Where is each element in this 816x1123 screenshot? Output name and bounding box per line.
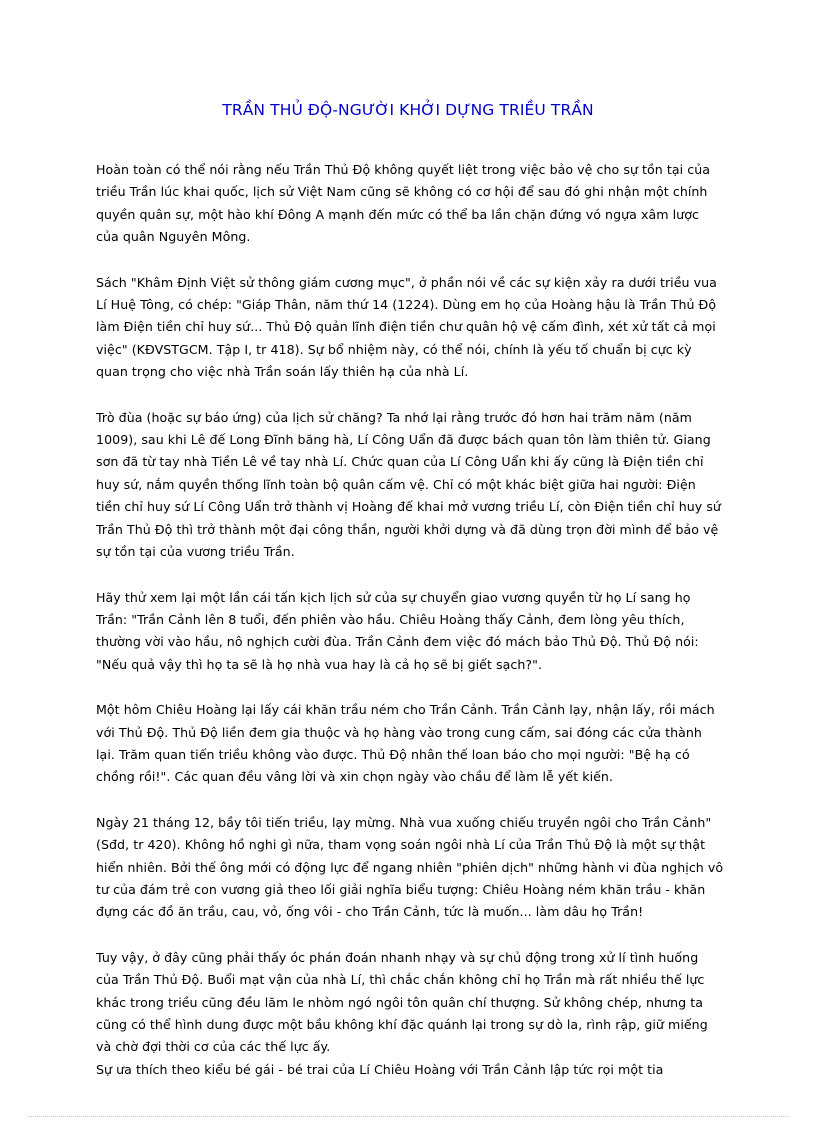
paragraph-1: Hoàn toàn có thể nói rằng nếu Trần Thủ Độ không quyết liệt trong việc bảo vệ cho sự tồn tại của triều Trần lúc khai quốc, lịch sử Việt Nam cũng sẽ không có cơ hội để sau đó ghi nhận một chính quyền quân sự, một hào khí Đông A mạnh đến mức có thể ba lần chặn đứng vó ngựa xâm lược của quân Nguyên Mông.: [96, 162, 711, 245]
page-footer-divider: [28, 1116, 788, 1117]
paragraph-5: Một hôm Chiêu Hoàng lại lấy cái khăn trầu ném cho Trần Cảnh. Trần Cảnh lạy, nhận lấy, rồi mách với Thủ Độ. Thủ Độ liền đem gia thuộc và họ hàng vào trong cung cấm, sai đóng các cửa thành lại. Trăm quan tiến triều không vào được. Thủ Độ nhân thế loan báo cho mọi người: "Bệ hạ có chồng rồi!". Các quan đều vâng lời và xin chọn ngày vào chầu để làm lễ yết kiến.: [96, 702, 715, 785]
paragraph-8: Sự ưa thích theo kiểu bé gái - bé trai của Lí Chiêu Hoàng với Trần Cảnh lập tức rọi một tia: [96, 1061, 664, 1077]
page-title: TRẦN THỦ ĐỘ-NGƯỜI KHỞI DỰNG TRIỀU TRẦN: [222, 101, 594, 119]
paragraph-2: Sách "Khâm Định Việt sử thông giám cương mục", ở phần nói về các sự kiện xảy ra dưới triều vua Lí Huệ Tông, có chép: "Giáp Thân, năm thứ 14 (1224). Dùng em họ của Hoàng hậu là Trần Thủ Độ làm Điện tiền chỉ huy sứ... Thủ Độ quản lĩnh điện tiền chư quân hộ vệ cấm đình, xét xử tất cả mọi việc" (KĐVSTGCM. Tập I, tr 418). Sự bổ nhiệm này, có thể nói, chính là yếu tố chuẩn bị cực kỳ quan trọng cho việc nhà Trần soán lấy thiên hạ của nhà Lí.: [96, 274, 717, 380]
paragraph-7: Tuy vậy, ở đây cũng phải thấy óc phán đoán nhanh nhạy và sự chủ động trong xử lí tình huống của Trần Thủ Độ. Buổi mạt vận của nhà Lí, thì chắc chắn không chỉ họ Trần mà rất nhiều thế lực khác trong triều cũng đều lăm le nhòm ngó ngôi tôn quân chí thượng. Sử không chép, nhưng ta cũng có thể hình dung được một bầu không khí đặc quánh lại trong sự dò la, rình rập, giữ miếng và chờ đợi thời cơ của các thế lực ấy.: [96, 949, 708, 1055]
paragraph-3: Trò đùa (hoặc sự báo ứng) của lịch sử chăng? Ta nhớ lại rằng trước đó hơn hai trăm năm (năm 1009), sau khi Lê đế Long Đĩnh băng hà, Lí Công Uẩn đã được bách quan tôn làm thiên tử. Giang sơn đã từ tay nhà Tiền Lê về tay nhà Lí. Chức quan của Lí Công Uẩn khi ấy cũng là Điện tiền chỉ huy sứ, nắm quyền thống lĩnh toàn bộ quân cấm vệ. Chỉ có một khác biệt giữa hai người: Điện tiền chỉ huy sứ Lí Công Uẩn trở thành vị Hoàng đế khai mở vương triều Lí, còn Điện tiền chỉ huy sứ Trần Thủ Độ thì trở thành một đại công thần, người khởi dựng và đã dùng trọn đời mình để bảo vệ sự tồn tại của vương triều Trần.: [96, 409, 721, 560]
body-text: [96, 159, 724, 1104]
paragraph-6: Ngày 21 tháng 12, bầy tôi tiến triều, lạy mừng. Nhà vua xuống chiếu truyền ngôi cho Trần Cảnh" (Sđd, tr 420). Không hồ nghi gì nữa, tham vọng soán ngôi nhà Lí của Trần Thủ Độ là một sự thật hiển nhiên. Bởi thế ông mới có động lực để ngang nhiên "phiên dịch" những hành vi đùa nghịch vô tư của đám trẻ con vương giả theo lối giải nghĩa biểu tượng: Chiêu Hoàng ném khăn trầu - khăn đựng các đồ ăn trầu, cau, vỏ, ống vôi - cho Trần Cảnh, tức là muốn... làm dâu họ Trần!: [96, 814, 724, 920]
paragraph-4: Hãy thử xem lại một lần cái tấn kịch lịch sử của sự chuyển giao vương quyền từ họ Lí sang họ Trần: "Trần Cảnh lên 8 tuổi, đến phiên vào hầu. Chiêu Hoàng thấy Cảnh, đem lòng yêu thích, thường vời vào hầu, nô nghịch cười đùa. Trần Cảnh đem việc đó mách bảo Thủ Độ. Thủ Độ nói: "Nếu quả vậy thì họ ta sẽ là họ nhà vua hay là cả họ sẽ bị giết sạch?".: [96, 589, 699, 672]
